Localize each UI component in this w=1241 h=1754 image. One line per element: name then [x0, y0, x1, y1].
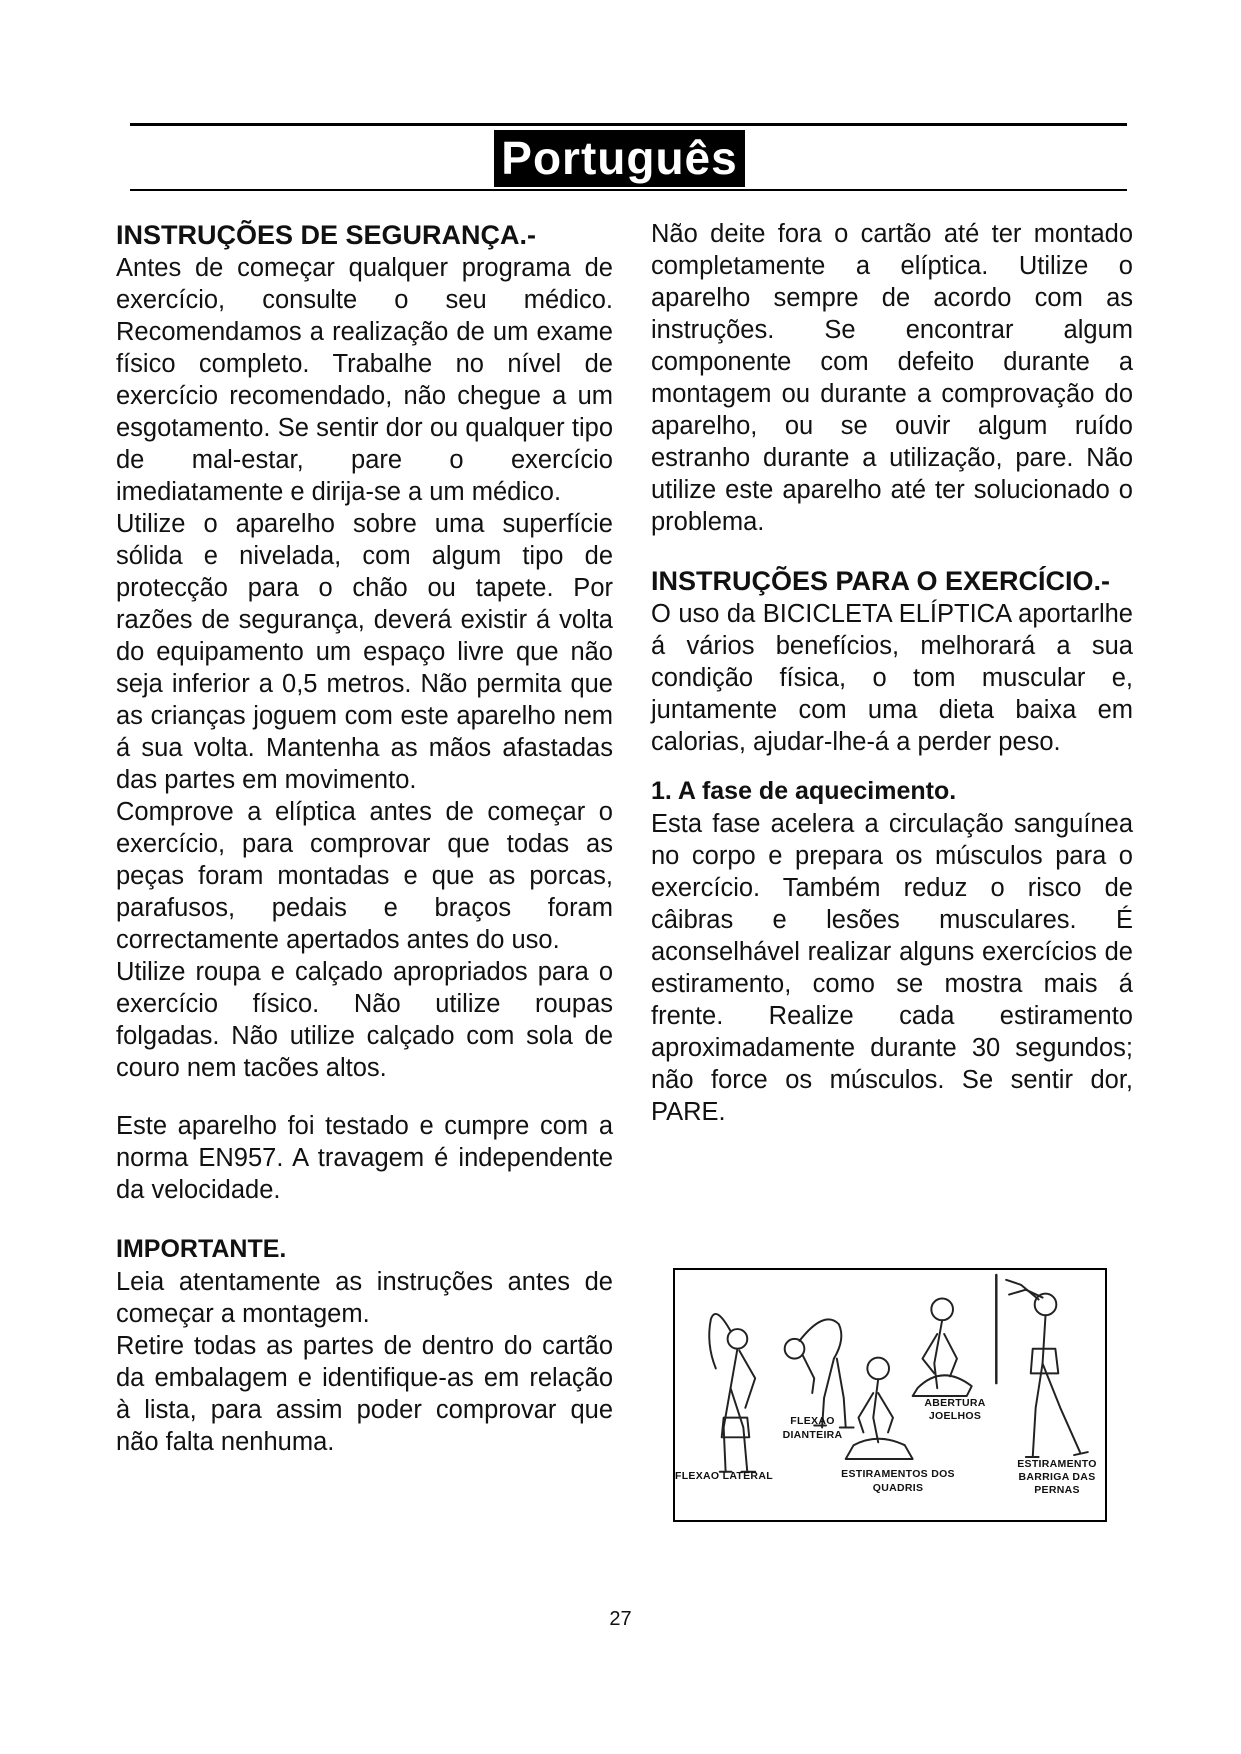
warmup-paragraph: Esta fase acelera a circulação sanguínea no corpo e prepara os músculos para o exercício. Também reduz o risco de câibras e lesões musculares. É aconselhável realizar alguns exercícios de estiramento, como se mostra mais á frente. Realize cada estiramento aproximadamente durante 30 segundos; não force os músculos. Se sentir dor, PARE.: [651, 810, 1133, 1126]
header-top-rule: [130, 123, 1127, 126]
safety-paragraph-2: Utilize o aparelho sobre uma superfície sólida e nivelada, com algum tipo de protecção para o chão ou tapete. Por razões de segurança, deverá existir á volta do equipamento um espaço livre que não seja inferior a 0,5 metros. Não permita que as crianças joguem com este aparelho nem á sua volta. Mantenha as mãos afastadas das partes em movimento.: [116, 510, 613, 794]
caption-hip-stretch-1: ESTIRAMENTOS DOS: [841, 1468, 955, 1480]
language-title: Português: [494, 130, 745, 187]
right-column: [651, 218, 1133, 1128]
stretching-illustration: [673, 1268, 1107, 1522]
safety-paragraph-4: Utilize roupa e calçado apropriados para o exercício físico. Não utilize roupas folgadas. Não utilize calçado com sola de couro nem tacões altos.: [116, 958, 613, 1082]
safety-paragraph-1: Antes de começar qualquer programa de exercício, consulte o seu médico. Recomendamos a realização de um exame físico completo. Trabalhe no nível de exercício recomendado, não chegue a um esgotamento. Se sentir dor ou qualquer tipo de mal-estar, pare o exercício imediatamente e dirija-se a um médico.: [116, 254, 613, 506]
caption-calf-stretch-1: ESTIRAMENTO: [1017, 1458, 1097, 1470]
safety-paragraph-3: Comprove a elíptica antes de começar o exercício, para comprovar que todas as peças foram montadas e que as porcas, parafusos, pedais e braços foram correctamente apertados antes do uso.: [116, 798, 613, 954]
caption-hip-stretch-2: QUADRIS: [872, 1482, 924, 1494]
important-heading: IMPORTANTE.: [116, 1235, 287, 1263]
caption-knee-opening-1: ABERTURA: [924, 1397, 986, 1409]
caption-lateral-bend: FLEXAO LATERAL: [675, 1470, 773, 1482]
figure-knee-opening: [913, 1299, 972, 1396]
caption-forward-bend-2: DIANTEIRA: [782, 1429, 843, 1441]
carton-paragraph: Não deite fora o cartão até ter montado completamente a elíptica. Utilize o aparelho sempre de acordo com as instruções. Se encontrar algum componente com defeito durante a montagem ou durante a comprovação do aparelho, ou se ouvir algum ruído estranho durante a utilização, pare. Não utilize este aparelho até ter solucionado o problema.: [651, 220, 1133, 536]
figure-forward-bend: [785, 1319, 854, 1427]
important-paragraph-2: Retire todas as partes de dentro do cartão da embalagem e identifique-as em relação à lista, para assim poder comprovar que não falta nenhuma.: [116, 1332, 613, 1456]
page-number: 27: [609, 1608, 632, 1630]
caption-forward-bend-1: FLEXAO: [790, 1415, 835, 1427]
header-bottom-rule: [130, 189, 1127, 191]
standard-paragraph: Este aparelho foi testado e cumpre com a norma EN957. A travagem é independente da velocidade.: [116, 1112, 613, 1204]
exercise-heading: INSTRUÇÕES PARA O EXERCÍCIO.-: [651, 566, 1111, 596]
left-column: [116, 218, 613, 1458]
caption-knee-opening-2: JOELHOS: [928, 1410, 982, 1422]
warmup-heading: 1. A fase de aquecimento.: [651, 777, 957, 805]
exercise-paragraph: O uso da BICICLETA ELÍPTICA aportarlhe á vários benefícios, melhorará a sua condição física, o tom muscular e, juntamente com uma dieta baixa em calorias, ajudar-lhe-á a perder peso.: [651, 600, 1133, 756]
figure-hip-stretch: [846, 1358, 913, 1459]
important-paragraph-1: Leia atentamente as instruções antes de começar a montagem.: [116, 1268, 613, 1328]
caption-calf-stretch-2: BARRIGA DAS: [1018, 1471, 1096, 1483]
figure-calf-stretch: [996, 1275, 1088, 1457]
figure-lateral-bend: [709, 1314, 755, 1472]
safety-heading: INSTRUÇÕES DE SEGURANÇA.-: [116, 220, 537, 250]
caption-calf-stretch-3: PERNAS: [1034, 1484, 1080, 1496]
